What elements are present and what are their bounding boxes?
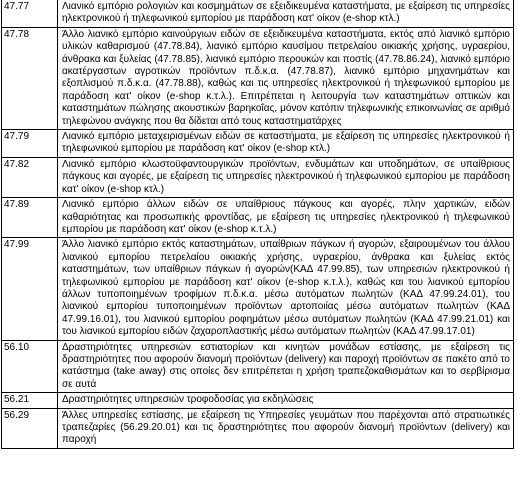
activity-code: 56.29 <box>2 408 58 448</box>
activity-code: 47.77 <box>2 0 58 27</box>
activity-code: 47.99 <box>2 238 58 340</box>
activity-description: Λιανικό εμπόριο άλλων ειδών σε υπαίθριους πάγκους και αγορές, πλην χαρτικών, ειδών καθαριότητας και προσωπικής φροντίδας, με εξαίρεση τις υπηρεσίες ηλεκτρονικού ή τηλεφωνικού εμπορίου με παράδοση κατ' οίκον (e-shop κ.τ.λ.) <box>58 198 514 238</box>
activity-description: Λιανικό εμπόριο κλωστοϋφαντουργικών προϊόντων, ενδυμάτων και υποδημάτων, σε υπαίθριους πάγκους και αγορές, με εξαίρεση τις υπηρεσίες ηλεκτρονικού ή τηλεφωνικού εμπορίου με παράδοση κατ' οίκον (e-shop κτλ.) <box>58 157 514 197</box>
table-row <box>2 408 514 448</box>
table-row <box>2 0 514 27</box>
activity-description: Λιανικό εμπόριο ρολογιών και κοσμημάτων σε εξειδικευμένα καταστήματα, με εξαίρεση τις υπηρεσίες ηλεκτρονικού ή τηλεφωνικού εμπορίου με παράδοση κατ' οίκον (e-shop κτλ.) <box>58 0 514 27</box>
activity-description: Δραστηριότητες υπηρεσιών τροφοδοσίας για εκδηλώσεις <box>58 393 514 408</box>
table-row <box>2 198 514 238</box>
business-activity-table <box>1 0 514 449</box>
activity-description: Άλλο λιανικό εμπόριο καινούργιων ειδών σε εξειδικευμένα καταστήματα, εκτός από λιανικό εμπόριο υλικών καθαρισμού (47.78.84), λιανικό εμπόριο καυσίμου πετρελαίου οικιακής χρήσης, υγραερίου, άνθρακα και ξυλείας (47.78.85), λιανικό εμπόριο περουκών και ποστίς (47.78.86.24), λιανικό εμπόριο ακατέργαστων αγροτικών προϊόντων π.δ.κ.α. (47.78.87), λιανικό εμπόριο μηχανημάτων και εξοπλισμού π.δ.κ.α. (47.78.88), καθώς και τις υπηρεσίες ηλεκτρονικού ή τηλεφωνικού εμπορίου με παράδοση κατ' οίκον (e-shop κ.τ.λ.). Επιτρέπεται η λειτουργία των καταστημάτων οπτικών και καταστημάτων πώλησης ακουστικών βαρηκοΐας, μόνον κατόπιν τηλεφωνικής επικοινωνίας σε αριθμό τηλεφώνου ανάγκης που θα δίδεται από τους καταστηματάρχες <box>58 27 514 129</box>
activity-code: 47.89 <box>2 198 58 238</box>
activity-code: 56.21 <box>2 393 58 408</box>
table-row <box>2 27 514 129</box>
activity-code: 47.82 <box>2 157 58 197</box>
table-row <box>2 340 514 393</box>
table-row <box>2 238 514 340</box>
table-row <box>2 130 514 158</box>
table-row <box>2 393 514 408</box>
table-row <box>2 157 514 197</box>
activity-description: Άλλες υπηρεσίες εστίασης, με εξαίρεση τις Υπηρεσίες γευμάτων που παρέχονται από στρατιωτικές τραπεζαρίες (56.29.20.01) και τις δραστηριότητες που αφορούν διανομή προϊόντων (delivery) και παροχή <box>58 408 514 448</box>
activity-description: Δραστηριότητες υπηρεσιών εστιατορίων και κινητών μονάδων εστίασης, με εξαίρεση τις δραστηριότητες που αφορούν διανομή προϊόντων (delivery) και παροχή προϊόντων σε πακέτο από το κατάστημα (take away) στις οποίες δεν επιτρέπεται η χρήση τραπεζοκαθισμάτων και το σερβίρισμα σε αυτά <box>58 340 514 393</box>
activity-description: Άλλο λιανικό εμπόριο εκτός καταστημάτων, υπαίθριων πάγκων ή αγορών, εξαιρουμένων του άλλου λιανικού εμπορίου πετρελαίου οικιακής χρήσης, υγραερίου, άνθρακα και ξυλείας εκτός καταστημάτων, των υπαίθριων πάγκων ή αγορών(ΚΑΔ 47.99.85), των υπηρεσιών ηλεκτρονικού ή τηλεφωνικού εμπορίου με παράδοση κατ' οίκον (e-shop κ.τ.λ.), καθώς και του λιανικού εμπορίου άλλων τυποποιημένων τροφίμων π.δ.κ.α. μέσω αυτόματων πωλητών (ΚΑΔ 47.99.24.01), του λιανικού εμπορίου τυποποιημένων προϊόντων αρτοποιίας μέσω αυτόματων πωλητών (ΚΑΔ 47.99.16.01), του λιανικού εμπορίου ροφημάτων μέσω αυτόματων πωλητών (ΚΑΔ 47.99.21.01) και του λιανικού εμπορίου ειδών ζαχαροπλαστικής μέσω αυτόματων πωλητών (ΚΑΔ 47.99.17.01) <box>58 238 514 340</box>
activity-code: 56.10 <box>2 340 58 393</box>
activity-code: 47.78 <box>2 27 58 129</box>
activity-code: 47.79 <box>2 130 58 158</box>
activity-description: Λιανικό εμπόριο μεταχειρισμένων ειδών σε καταστήματα, με εξαίρεση τις υπηρεσίες ηλεκτρονικού ή τηλεφωνικού εμπορίου με παράδοση κατ' οίκον (e-shop κτλ.) <box>58 130 514 158</box>
